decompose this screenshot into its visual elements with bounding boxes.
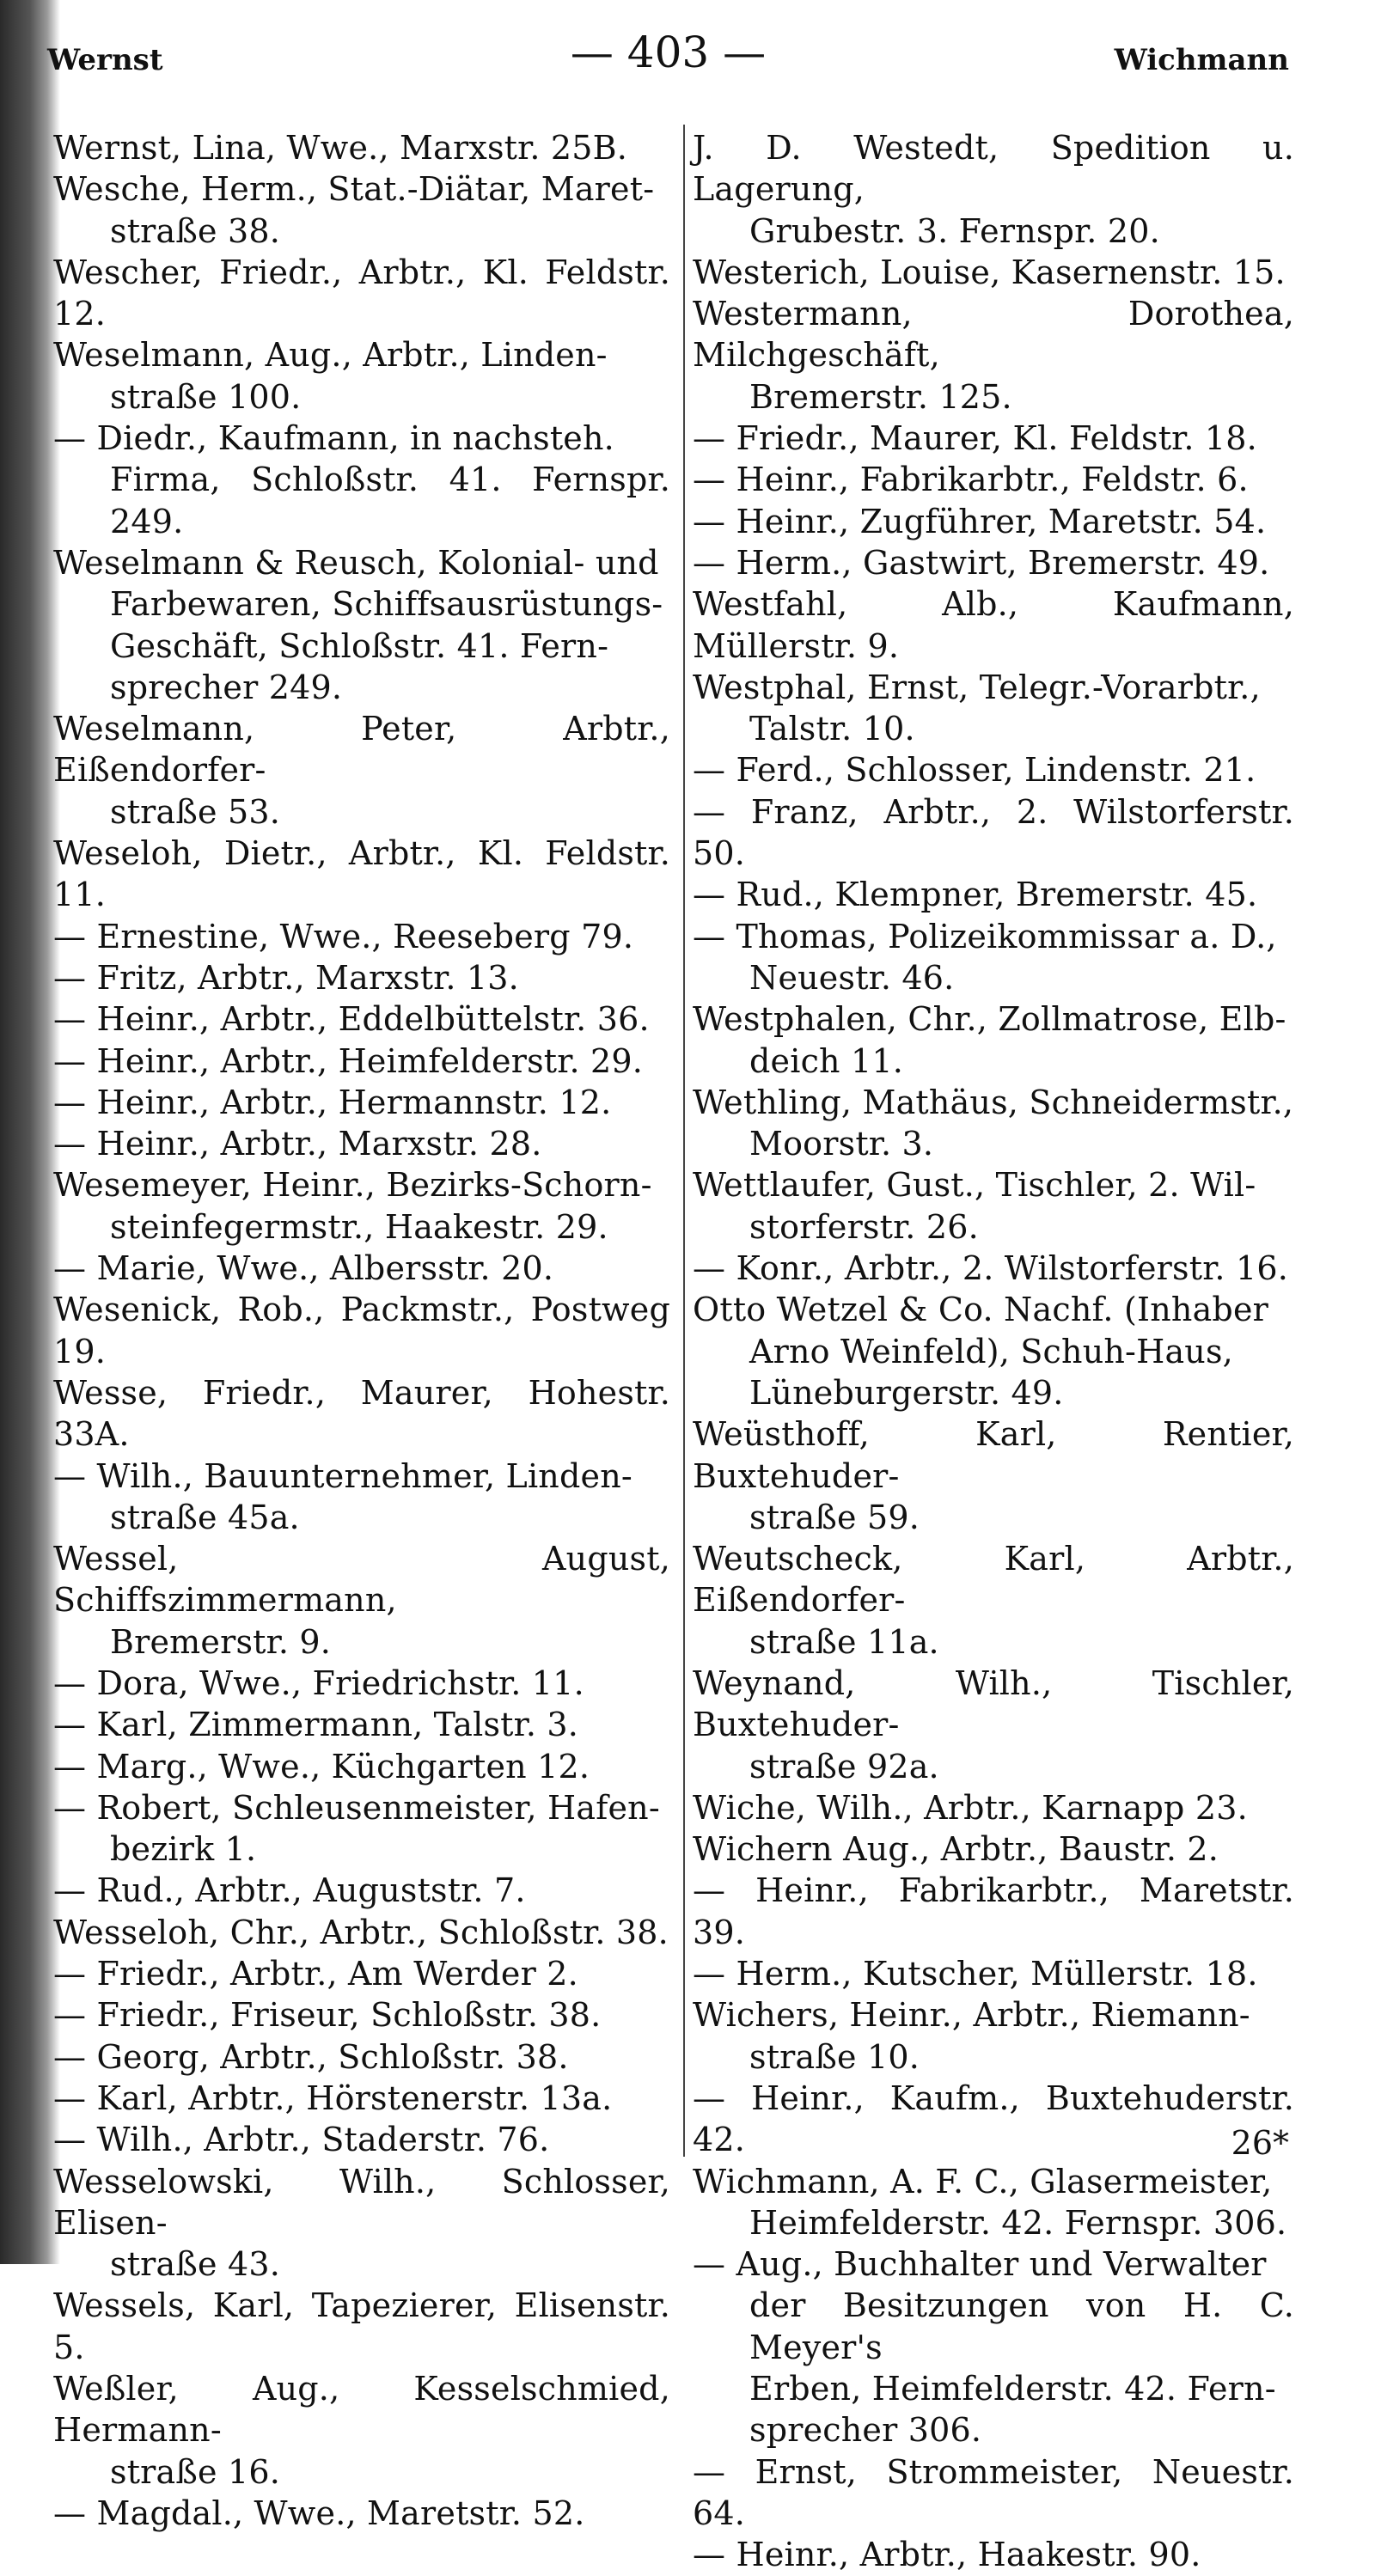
directory-entry [693, 1248, 1294, 1289]
directory-entry [693, 1413, 1294, 1538]
entry-continuation-line: straße 43. [110, 2245, 280, 2284]
directory-entry [693, 791, 1294, 875]
directory-entry [53, 127, 670, 168]
entry-line: Weselmann, Aug., Arbtr., Linden- [53, 336, 608, 375]
entry-line: — Fritz, Arbtr., Marxstr. 13. [53, 959, 519, 997]
directory-entry [53, 1912, 670, 1953]
entry-continuation-line: Bremerstr. 9. [110, 1622, 332, 1661]
directory-entry [693, 749, 1294, 791]
directory-entry [53, 168, 670, 252]
entry-line: Weüsthoff, Karl, Rentier, Buxtehuder- [693, 1415, 1294, 1495]
directory-entry [693, 2534, 1294, 2575]
entry-continuation-line: straße 59. [749, 1498, 920, 1536]
entry-line: Weselmann & Reusch, Kolonial- und [53, 543, 659, 582]
directory-entry [53, 1082, 670, 1123]
entry-line: Weutscheck, Karl, Arbtr., Eißendorfer- [693, 1540, 1294, 1620]
entry-continuation-line: straße 11a. [749, 1622, 939, 1661]
directory-entry [53, 2161, 670, 2286]
entry-line: — Konr., Arbtr., 2. Wilstorferstr. 16. [693, 1249, 1288, 1287]
entry-line: — Ernestine, Wwe., Reeseberg 79. [53, 918, 633, 955]
entry-line: — Rud., Klempner, Bremerstr. 45. [693, 876, 1257, 913]
directory-entry [53, 2119, 670, 2160]
directory-entry [693, 1828, 1294, 1870]
directory-entry [693, 501, 1294, 542]
entry-continuation-line: sprecher 306. [749, 2411, 982, 2450]
entry-continuation-line: sprecher 249. [110, 668, 343, 706]
directory-entry [53, 1041, 670, 1082]
entry-line: — Marg., Wwe., Küchgarten 12. [53, 1748, 590, 1785]
directory-entry [693, 667, 1294, 750]
header-right-catchword: Wichmann [1114, 43, 1289, 77]
entry-continuation-line: Farbewaren, Schiffsausrüstungs- [110, 585, 663, 624]
directory-entry [693, 2243, 1294, 2451]
directory-entry [693, 2451, 1294, 2535]
entry-line: — Heinr., Fabrikarbtr., Maretstr. 39. [693, 1871, 1294, 1950]
entry-line: Westphal, Ernst, Telegr.-Vorarbtr., [693, 668, 1261, 706]
entry-line: — Ferd., Schlosser, Lindenstr. 21. [693, 751, 1256, 789]
entry-line: Wessel, August, Schiffszimmermann, [53, 1540, 670, 1620]
entry-continuation-line: Lüneburgerstr. 49. [749, 1373, 1064, 1412]
directory-entry [53, 1787, 670, 1871]
directory-entry [53, 1248, 670, 1289]
entry-line: Wiche, Wilh., Arbtr., Karnapp 23. [693, 1788, 1248, 1827]
entry-continuation-line: Talstr. 10. [749, 710, 915, 748]
entry-line: — Heinr., Arbtr., Hermannstr. 12. [53, 1084, 611, 1121]
entry-line: — Karl, Zimmermann, Talstr. 3. [53, 1706, 578, 1743]
directory-entry [693, 1538, 1294, 1663]
entry-line: — Karl, Arbtr., Hörstenerstr. 13a. [53, 2079, 612, 2117]
entry-line: Wichers, Heinr., Arbtr., Riemann- [693, 1996, 1250, 2035]
entry-line: — Diedr., Kaufmann, in nachsteh. [53, 419, 614, 457]
entry-line: — Marie, Wwe., Albersstr. 20. [53, 1249, 553, 1287]
directory-entry [693, 916, 1294, 999]
directory-entry [693, 1289, 1294, 1413]
entry-continuation-line: der Besitzungen von H. C. Meyer's [749, 2286, 1294, 2366]
entry-continuation-line: straße 45a. [110, 1498, 300, 1536]
entry-line: — Heinr., Fabrikarbtr., Feldstr. 6. [693, 461, 1249, 498]
directory-entry [53, 1456, 670, 1539]
entry-line: Wesseloh, Chr., Arbtr., Schloßstr. 38. [53, 1913, 669, 1951]
page-header [47, 19, 1289, 77]
directory-entry [693, 252, 1294, 293]
entry-line: Weynand, Wilh., Tischler, Buxtehuder- [693, 1663, 1294, 1744]
directory-entry [693, 1870, 1294, 1953]
directory-entry [53, 2285, 670, 2368]
left-column [53, 127, 670, 2534]
entry-line: — Rud., Arbtr., Auguststr. 7. [53, 1871, 526, 1909]
entry-line: Wesse, Friedr., Maurer, Hohestr. 33A. [53, 1373, 670, 1454]
entry-line: — Friedr., Friseur, Schloßstr. 38. [53, 1996, 601, 2034]
directory-entry [53, 334, 670, 418]
entry-continuation-line: Arno Weinfeld), Schuh-Haus, [749, 1332, 1233, 1370]
entry-line: — Ernst, Strommeister, Neuestr. 64. [693, 2453, 1294, 2532]
directory-entry [693, 1787, 1294, 1828]
header-left-catchword: Wernst [47, 43, 163, 77]
entry-continuation-line: straße 38. [110, 211, 280, 250]
entry-continuation-line: Erben, Heimfelderstr. 42. Fern- [749, 2370, 1276, 2408]
directory-entry [53, 1953, 670, 1994]
entry-line: Weselmann, Peter, Arbtr., Eißendorfer- [53, 710, 670, 790]
entry-continuation-line: Heimfelderstr. 42. Fernspr. 306. [749, 2203, 1287, 2242]
entry-line: — Heinr., Arbtr., Marxstr. 28. [53, 1125, 542, 1163]
entry-continuation-line: bezirk 1. [110, 1830, 257, 1869]
directory-entry [693, 1663, 1294, 1787]
directory-entry [693, 2161, 1294, 2244]
entry-line: Otto Wetzel & Co. Nachf. (Inhaber [693, 1291, 1269, 1329]
directory-entry [693, 998, 1294, 1082]
directory-entry [693, 1953, 1294, 1994]
entry-line: — Heinr., Arbtr., Eddelbüttelstr. 36. [53, 1000, 650, 1038]
directory-entry [53, 542, 670, 708]
directory-entry [693, 542, 1294, 583]
directory-entry [693, 2078, 1294, 2161]
directory-entry [53, 1538, 670, 1663]
directory-entry [53, 1663, 670, 1704]
entry-line: Wessels, Karl, Tapezierer, Elisenstr. 5. [53, 2286, 670, 2366]
entry-line: — Thomas, Polizeikommissar a. D., [693, 918, 1277, 955]
directory-entry [693, 127, 1294, 252]
entry-line: — Aug., Buchhalter und Verwalter [693, 2245, 1267, 2283]
directory-entry [693, 418, 1294, 459]
entry-line: Weßler, Aug., Kesselschmied, Hermann- [53, 2370, 670, 2450]
directory-entry [53, 1164, 670, 1248]
directory-entry [53, 916, 670, 957]
entry-line: Westermann, Dorothea, Milchgeschäft, [693, 295, 1294, 375]
entry-line: Westphalen, Chr., Zollmatrose, Elb- [693, 1000, 1286, 1039]
entry-line: Wethling, Mathäus, Schneidermstr., [693, 1083, 1294, 1121]
entry-line: — Wilh., Bauunternehmer, Linden- [53, 1457, 632, 1495]
directory-entry [53, 957, 670, 998]
directory-entry [53, 1994, 670, 2036]
entry-continuation-line: straße 92a. [749, 1747, 939, 1785]
directory-entry [693, 1994, 1294, 2078]
book-spine-shadow [0, 0, 60, 2264]
entry-line: — Heinr., Kaufm., Buxtehuderstr. 42. [693, 2079, 1294, 2158]
entry-line: Wesenick, Rob., Packmstr., Postweg 19. [53, 1291, 670, 1370]
entry-line: J. D. Westedt, Spedition u. Lagerung, [693, 129, 1294, 209]
entry-line: Wesselowski, Wilh., Schlosser, Elisen- [53, 2162, 670, 2242]
entry-continuation-line: Moorstr. 3. [749, 1125, 934, 1163]
directory-entry [53, 833, 670, 916]
directory-entry [53, 708, 670, 833]
entry-continuation-line: Bremerstr. 125. [749, 377, 1012, 416]
column-divider [683, 125, 685, 2157]
entry-line: — Friedr., Maurer, Kl. Feldstr. 18. [693, 419, 1257, 457]
printer-signature: 26* [1231, 2124, 1289, 2162]
entry-continuation-line: Grubestr. 3. Fernspr. 20. [749, 211, 1160, 250]
directory-entry [53, 252, 670, 335]
page-number: — 403 — [570, 27, 767, 77]
directory-entry [693, 1164, 1294, 1248]
entry-line: Wernst, Lina, Wwe., Marxstr. 25B. [53, 129, 628, 167]
directory-entry [693, 874, 1294, 915]
directory-entry [53, 1289, 670, 1372]
entry-line: — Georg, Arbtr., Schloßstr. 38. [53, 2038, 569, 2076]
entry-line: — Franz, Arbtr., 2. Wilstorferstr. 50. [693, 793, 1294, 872]
entry-line: Wichern Aug., Arbtr., Baustr. 2. [693, 1830, 1219, 1869]
entry-line: Wesche, Herm., Stat.-Diätar, Maret- [53, 170, 655, 209]
entry-continuation-line: Neuestr. 46. [749, 958, 955, 997]
directory-entry [53, 998, 670, 1040]
entry-continuation-line: storferstr. 26. [749, 1207, 979, 1246]
entry-continuation-line: deich 11. [749, 1041, 904, 1080]
entry-line: — Heinr., Arbtr., Haakestr. 90. [693, 2536, 1201, 2573]
entry-line: Westerich, Louise, Kasernenstr. 15. [693, 253, 1286, 291]
entry-line: Westfahl, Alb., Kaufmann, Müllerstr. 9. [693, 585, 1294, 665]
entry-continuation-line: straße 100. [110, 377, 302, 416]
directory-entry [693, 459, 1294, 500]
entry-line: — Heinr., Zugführer, Maretstr. 54. [693, 503, 1266, 540]
directory-entry [53, 2368, 670, 2493]
directory-entry [53, 1372, 670, 1456]
entry-continuation-line: straße 10. [749, 2037, 920, 2076]
entry-line: — Robert, Schleusenmeister, Hafen- [53, 1789, 660, 1827]
entry-continuation-line: straße 53. [110, 792, 280, 831]
right-column [693, 127, 1294, 2576]
entry-line: Wesemeyer, Heinr., Bezirks-Schorn- [53, 1166, 652, 1205]
directory-entry [53, 2493, 670, 2534]
directory-entry [53, 1870, 670, 1911]
directory-entry [53, 418, 670, 542]
entry-line: — Dora, Wwe., Friedrichstr. 11. [53, 1664, 584, 1702]
entry-continuation-line: steinfegermstr., Haakestr. 29. [110, 1207, 608, 1246]
directory-entry [53, 1704, 670, 1745]
directory-entry [53, 2036, 670, 2078]
entry-line: Wettlaufer, Gust., Tischler, 2. Wil- [693, 1166, 1256, 1205]
entry-continuation-line: Geschäft, Schloßstr. 41. Fern- [110, 626, 609, 665]
entry-line: Weseloh, Dietr., Arbtr., Kl. Feldstr. 11. [53, 834, 670, 914]
directory-entry [53, 1746, 670, 1787]
directory-entry [693, 583, 1294, 667]
directory-entry [693, 1082, 1294, 1165]
directory-entry [53, 2078, 670, 2119]
entry-line: — Friedr., Arbtr., Am Werder 2. [53, 1955, 578, 1993]
entry-line: Wescher, Friedr., Arbtr., Kl. Feldstr. 12. [53, 253, 670, 333]
entry-line: — Heinr., Arbtr., Heimfelderstr. 29. [53, 1042, 643, 1080]
entry-line: Wichmann, A. F. C., Glasermeister, [693, 2162, 1273, 2201]
directory-entry [53, 1123, 670, 1164]
entry-line: — Herm., Gastwirt, Bremerstr. 49. [693, 544, 1269, 582]
entry-line: — Herm., Kutscher, Müllerstr. 18. [693, 1955, 1258, 1993]
directory-entry [693, 293, 1294, 418]
entry-continuation-line: straße 16. [110, 2452, 280, 2491]
entry-line: — Magdal., Wwe., Maretstr. 52. [53, 2494, 585, 2532]
entry-line: — Wilh., Arbtr., Staderstr. 76. [53, 2121, 549, 2158]
entry-continuation-line: Firma, Schloßstr. 41. Fernspr. 249. [110, 461, 670, 540]
